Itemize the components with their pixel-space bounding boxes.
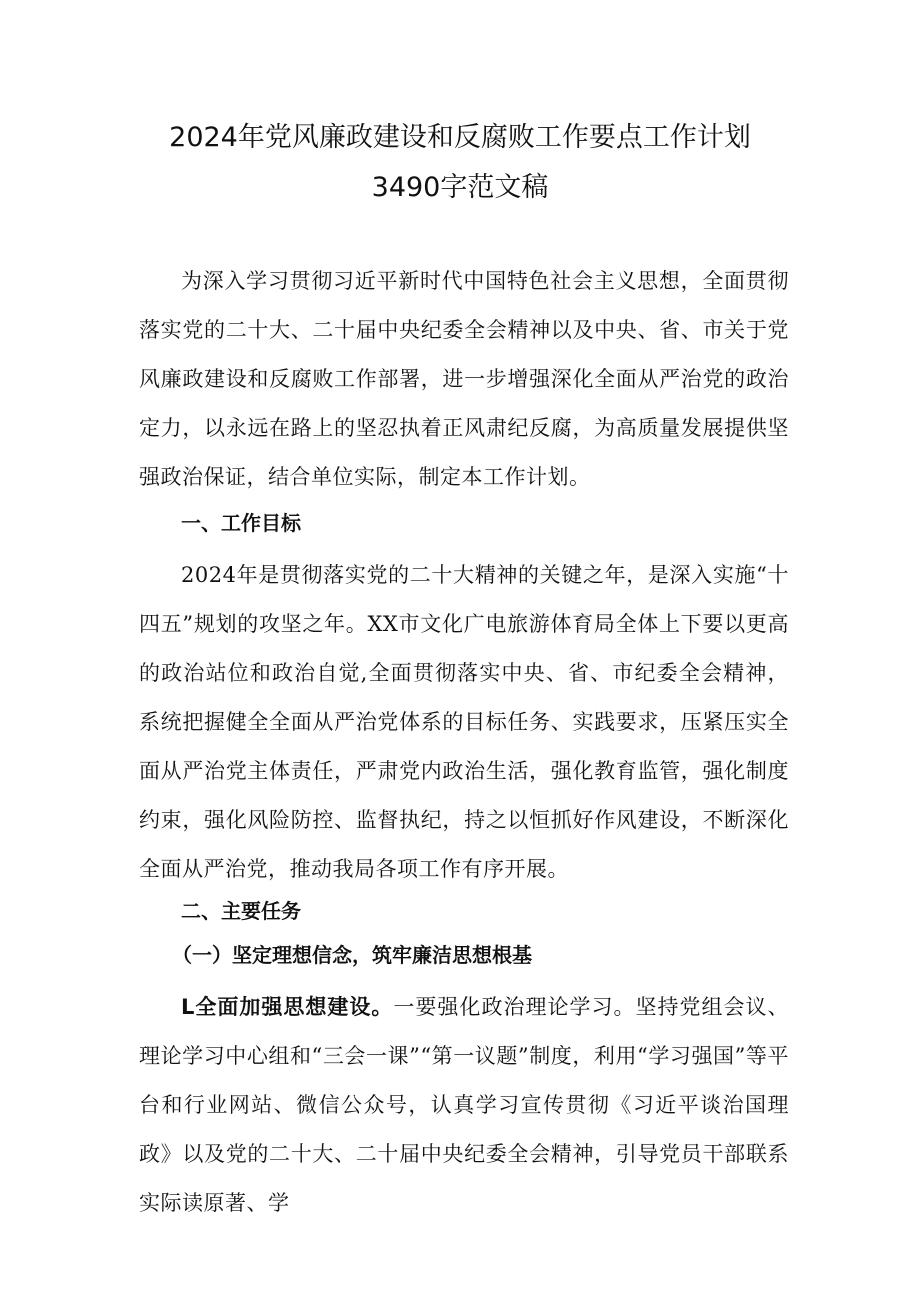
section-heading-tasks: 二、主要任务 — [181, 899, 301, 923]
task1-body: 一要强化政治理论学习。坚持党组会议、理论学习中心组和“三会一课”“第一议题”制度，利用“学习强国”等平台和行业网站、微信公众号，认真学习宣传贯彻《习近平谈治国理政》以及党的二十大、二十届中央纪委全会精神，引导党员干部联系实际读原著、学 — [139, 995, 789, 1215]
goals-paragraph: 2024年是贯彻落实党的二十大精神的关键之年，是深入实施“十四五”规划的攻坚之年。XX市文化广电旅游体育局全体上下要以更高的政治站位和政治自觉,全面贯彻落实中央、省、市纪委全会精神，系统把握健全全面从严治党体系的目标任务、实践要求，压紧压实全面从严治党主体责任，严肃党内政治生活，强化教育监管，强化制度约束，强化风险防控、监督执纪，持之以恒抓好作风建设，不断深化全面从严治党，推动我局各项工作有序开展。 — [139, 563, 789, 881]
document-title-line2: 3490字范文稿 — [371, 172, 549, 203]
intro-paragraph: 为深入学习贯彻习近平新时代中国特色社会主义思想，全面贯彻落实党的二十大、二十届中央纪委全会精神以及中央、省、市关于党风廉政建设和反腐败工作部署，进一步增强深化全面从严治党的政治定力，以永远在路上的坚忍执着正风肃纪反腐，为高质量发展提供坚强政治保证，结合单位实际，制定本工作计划。 — [139, 269, 789, 489]
section-heading-goals: 一、工作目标 — [181, 511, 301, 535]
subsection-heading-ideals: （一）坚定理想信念，筑牢廉洁思想根基 — [172, 943, 532, 967]
document-title-line1: 2024年党风廉政建设和反腐败工作要点工作计划 — [169, 122, 751, 153]
task1-paragraph — [139, 983, 789, 1228]
task1-lead: L全面加强思想建设。 — [181, 995, 394, 1019]
